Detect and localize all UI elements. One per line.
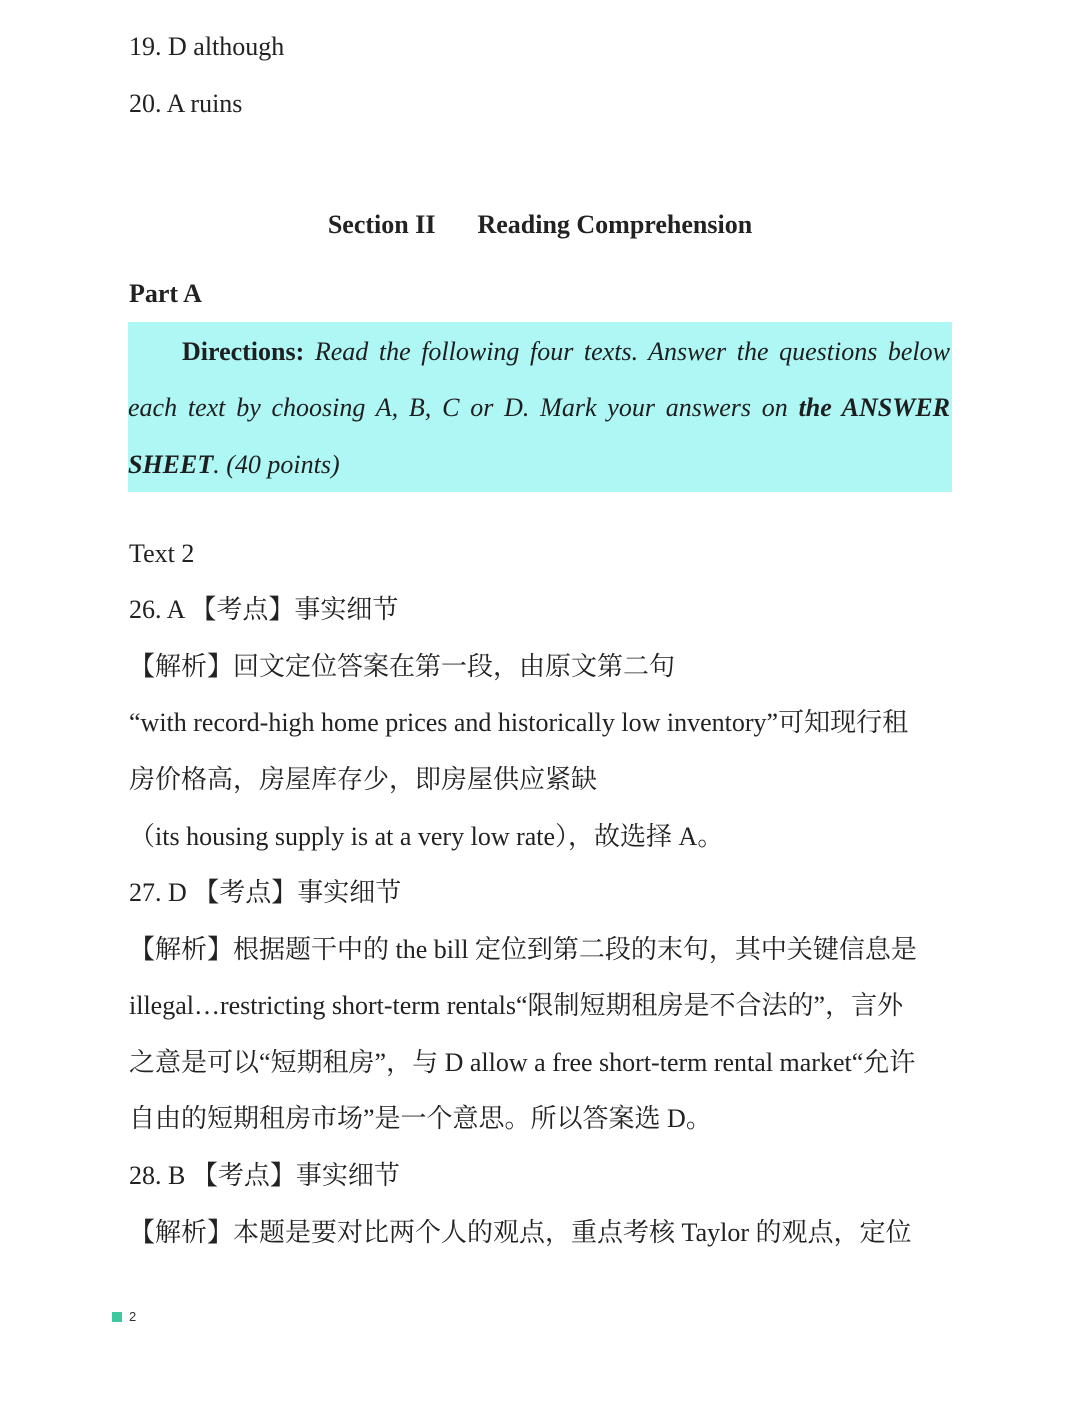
q28-analysis-line: 【解析】本题是要对比两个人的观点，重点考核 Taylor 的观点，定位 (129, 1218, 912, 1247)
answer-sheet-text-2: SHEET (128, 450, 214, 479)
q26-analysis-line: “with record-high home prices and historically low inventory”可知现行租 (129, 708, 909, 737)
text-label: Text 2 (129, 539, 195, 568)
q27-header: 27. D 【考点】事实细节 (129, 878, 402, 907)
directions-line-3 (128, 448, 340, 482)
part-heading: Part A (129, 279, 202, 308)
q27-analysis-line: 自由的短期租房市场”是一个意思。所以答案选 D。 (129, 1104, 712, 1133)
directions-box (128, 322, 952, 492)
page-number: 2 (129, 1309, 137, 1324)
answer-19: 19. D although (129, 32, 285, 61)
directions-label: Directions: (182, 337, 305, 366)
q26-analysis-line: （its housing supply is at a very low rate），故选择 A。 (129, 822, 724, 851)
answer-sheet-text-1: the ANSWER (798, 393, 951, 422)
q26-analysis-line: 房价格高，房屋库存少，即房屋供应紧缺 (129, 765, 598, 794)
q27-analysis-line: illegal…restricting short-term rentals“限制短期租房是不合法的”，言外 (129, 991, 904, 1020)
points-text: . (40 points) (213, 450, 340, 479)
q27-analysis-line: 【解析】根据题干中的 the bill 定位到第二段的末句，其中关键信息是 (129, 935, 917, 964)
directions-text-2: each text by choosing A, B, C or D. Mark your answers on (128, 393, 788, 422)
section-number: Section II (327, 210, 436, 239)
q28-header: 28. B 【考点】事实细节 (129, 1161, 400, 1190)
q26-header: 26. A 【考点】事实细节 (129, 595, 399, 624)
footer-square-icon (112, 1312, 122, 1322)
section-name: Reading Comprehension (477, 210, 753, 239)
q27-analysis-line: 之意是可以“短期租房”，与 D allow a free short-term rental market“允许 (129, 1048, 916, 1077)
directions-line-1 (182, 335, 950, 369)
section-title (0, 210, 1080, 240)
answer-20: 20. A ruins (129, 89, 243, 118)
directions-line-2 (128, 391, 950, 425)
directions-text-1: Read the following four texts. Answer the questions below (314, 337, 950, 366)
q26-analysis-line: 【解析】回文定位答案在第一段，由原文第二句 (129, 652, 676, 681)
